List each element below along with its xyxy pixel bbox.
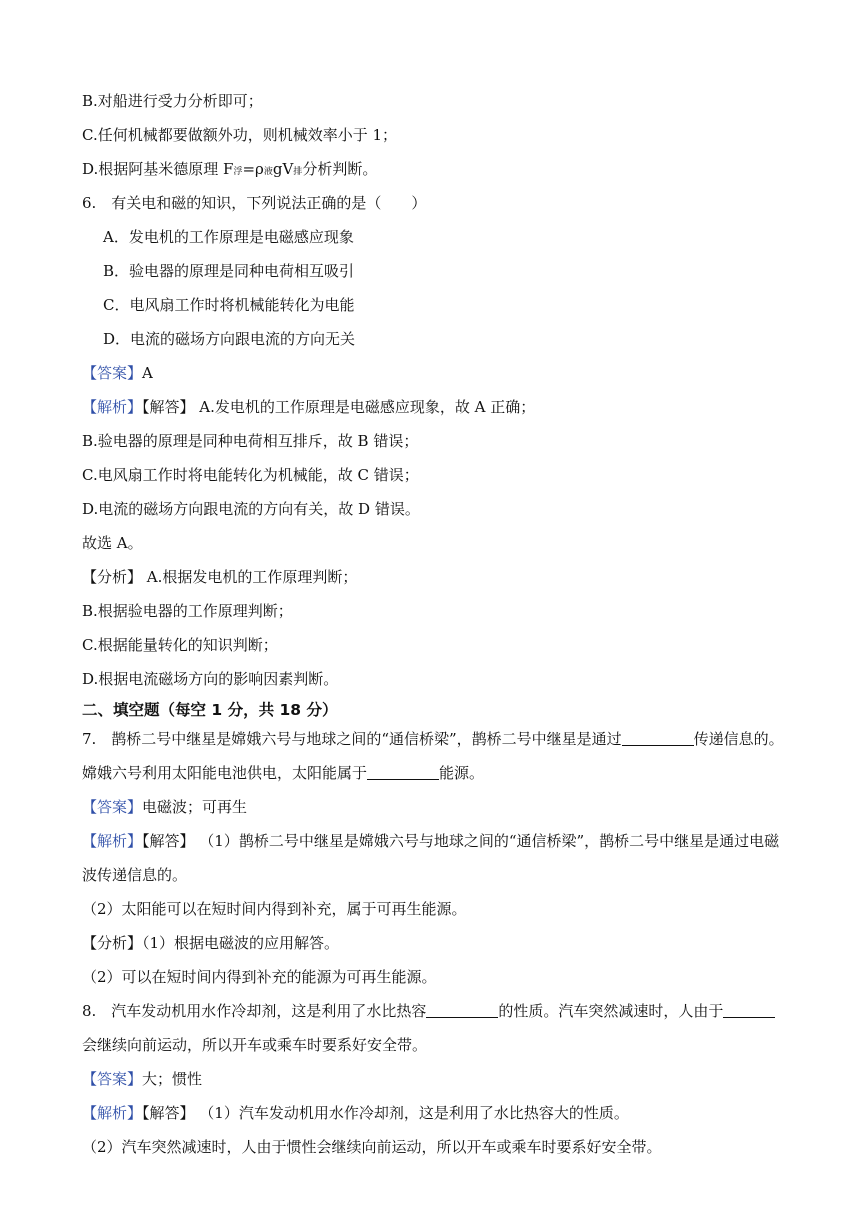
- analysis-line: [82, 397, 535, 417]
- analysis-line: [82, 1103, 629, 1123]
- question-text: 能源。: [439, 764, 485, 782]
- fill-blank[interactable]: [723, 1003, 775, 1018]
- answer-value: 大；惯性: [142, 1070, 203, 1088]
- reasoning-text: A.根据发电机的工作原理判断；: [142, 568, 358, 586]
- analysis-line: [82, 831, 779, 851]
- text-line: D.根据电流磁场方向的影响因素判断。: [82, 670, 339, 688]
- solution-tag: 【解答】: [142, 1104, 195, 1122]
- option-b: B．验电器的原理是同种电荷相互吸引: [103, 262, 355, 280]
- text-fragment: gV: [272, 160, 294, 178]
- text-line: （2）可以在短时间内得到补充的能源为可再生能源。: [82, 968, 437, 986]
- solution-text: （1）汽车发动机用水作冷却剂，这是利用了水比热容大的性质。: [194, 1104, 629, 1122]
- option-d: D．电流的磁场方向跟电流的方向无关: [103, 330, 356, 348]
- answer-line: [82, 1069, 202, 1089]
- section-heading: 二、填空题（每空 1 分，共 18 分）: [82, 701, 338, 719]
- text-line: B.根据验电器的工作原理判断；: [82, 602, 293, 620]
- fill-blank[interactable]: [367, 765, 439, 780]
- answer-line: [82, 797, 247, 817]
- text-fragment: D.根据阿基米德原理 F: [82, 160, 234, 178]
- text-line: C.任何机械都要做额外功，则机械效率小于 1；: [82, 126, 398, 144]
- text-fragment: =ρ: [242, 160, 264, 178]
- answer-value: 电磁波；可再生: [142, 798, 248, 816]
- reasoning-tag: 【分析】: [82, 934, 143, 952]
- answer-tag: 【答案】: [82, 364, 143, 382]
- solution-tag: 【解答】: [142, 398, 195, 416]
- text-line: （2）汽车突然减速时，人由于惯性会继续向前运动，所以开车或乘车时要系好安全带。: [82, 1138, 662, 1156]
- subscript: 浮: [233, 167, 243, 177]
- question-8-cont: 会继续向前运动，所以开车或乘车时要系好安全带。: [82, 1036, 428, 1054]
- reasoning-line: [82, 567, 357, 587]
- question-text: 8. 汽车发动机用水作冷却剂，这是利用了水比热容: [82, 1002, 427, 1020]
- analysis-tag: 【解析】: [82, 832, 143, 850]
- question-7: [82, 729, 784, 749]
- solution-text: （1）鹊桥二号中继星是嫦娥六号与地球之间的“通信桥梁”，鹊桥二号中继星是通过电磁: [194, 832, 780, 850]
- fill-blank[interactable]: [426, 1003, 498, 1018]
- reasoning-line: [82, 933, 339, 953]
- text-fragment: 分析判断。: [302, 160, 378, 178]
- question-text: 7. 鹊桥二号中继星是嫦娥六号与地球之间的“通信桥梁”，鹊桥二号中继星是通过: [82, 730, 622, 748]
- subscript: 液: [263, 167, 273, 177]
- analysis-tag: 【解析】: [82, 398, 143, 416]
- question-8: [82, 1001, 775, 1021]
- reasoning-text: （1）根据电磁波的应用解答。: [142, 934, 340, 952]
- question-6: 6. 有关电和磁的知识，下列说法正确的是（ ）: [82, 194, 427, 212]
- text-line: 故选 A。: [82, 534, 143, 552]
- question-7-cont: [82, 763, 484, 783]
- fill-blank[interactable]: [622, 731, 694, 746]
- text-line: [82, 159, 377, 182]
- answer-line: [82, 363, 153, 383]
- text-line: （2）太阳能可以在短时间内得到补充，属于可再生能源。: [82, 900, 467, 918]
- answer-tag: 【答案】: [82, 798, 143, 816]
- option-c: C．电风扇工作时将机械能转化为电能: [103, 296, 355, 314]
- question-text: 传递信息的。: [693, 730, 784, 748]
- answer-value: A: [142, 364, 153, 382]
- text-line: 波传递信息的。: [82, 866, 188, 884]
- text-line: D.电流的磁场方向跟电流的方向有关，故 D 错误。: [82, 500, 420, 518]
- solution-tag: 【解答】: [142, 832, 195, 850]
- reasoning-tag: 【分析】: [82, 568, 143, 586]
- text-line: B.验电器的原理是同种电荷相互排斥，故 B 错误；: [82, 432, 419, 450]
- analysis-tag: 【解析】: [82, 1104, 143, 1122]
- answer-tag: 【答案】: [82, 1070, 143, 1088]
- text-line: B.对船进行受力分析即可；: [82, 92, 263, 110]
- text-line: C.电风扇工作时将电能转化为机械能，故 C 错误；: [82, 466, 419, 484]
- option-a: A．发电机的工作原理是电磁感应现象: [103, 228, 354, 246]
- question-text: 嫦娥六号利用太阳能电池供电，太阳能属于: [82, 764, 368, 782]
- subscript: 排: [293, 167, 303, 177]
- text-line: C.根据能量转化的知识判断；: [82, 636, 278, 654]
- solution-text: A.发电机的工作原理是电磁感应现象，故 A 正确；: [194, 398, 536, 416]
- question-text: 的性质。汽车突然减速时，人由于: [498, 1002, 724, 1020]
